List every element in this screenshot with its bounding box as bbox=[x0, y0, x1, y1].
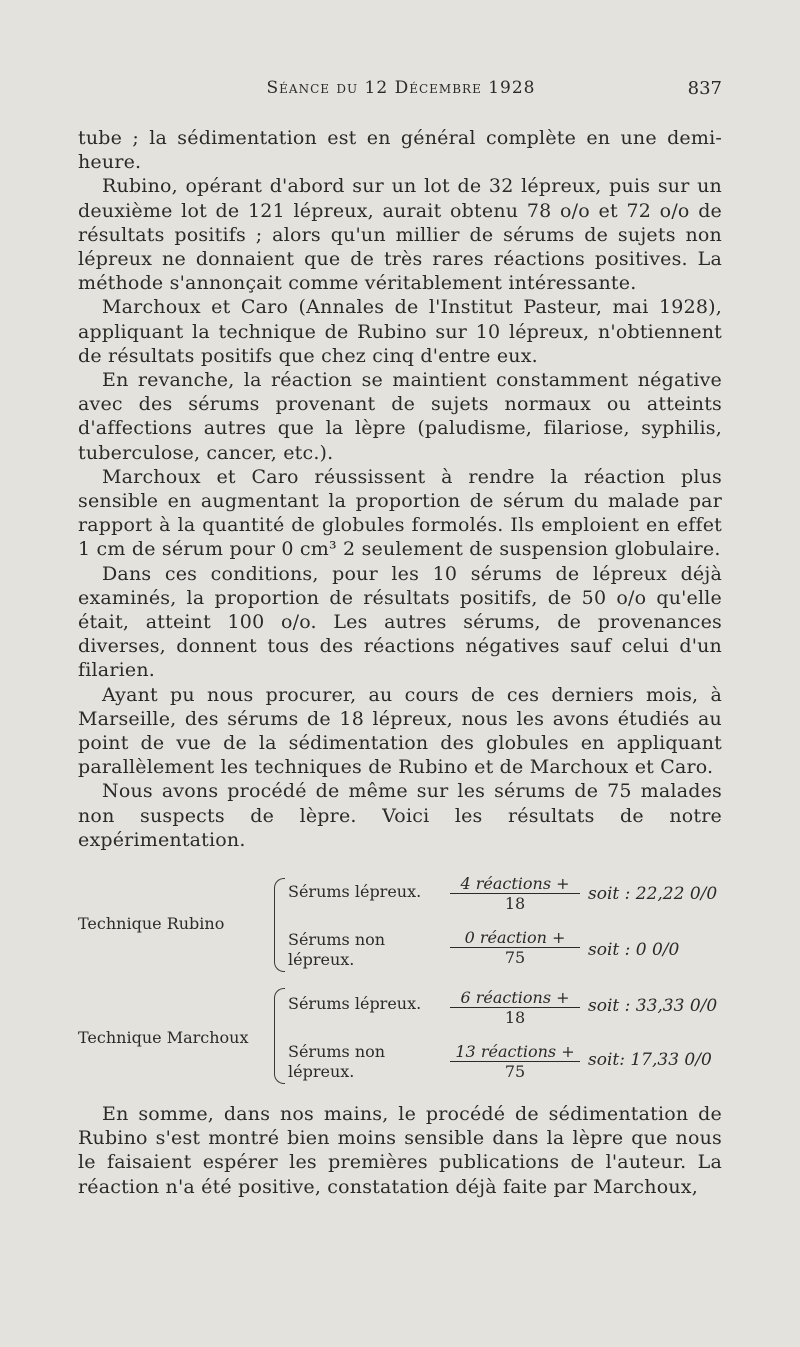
technique-label: Technique Marchoux bbox=[78, 1028, 249, 1047]
technique-label: Technique Rubino bbox=[78, 914, 225, 933]
percentage: soit : 33,33 0/0 bbox=[588, 996, 718, 1016]
header-title: Séance du 12 Décembre 1928 bbox=[266, 78, 536, 98]
row-label: Sérums lépreux. bbox=[288, 882, 422, 901]
percentage: soit: 17,33 0/0 bbox=[588, 1050, 712, 1070]
row-label: Sérums non lépreux. bbox=[288, 930, 386, 969]
numerator: 0 réaction + bbox=[450, 928, 580, 948]
closing-text bbox=[78, 1102, 722, 1199]
numerator: 13 réactions + bbox=[450, 1042, 580, 1062]
paragraph: Marchoux et Caro réussissent à rendre la réaction plus sensible en augmentant la proportion de sérum du malade par rapport à la quantité de globules formolés. Ils emploient en effet 1 cm de sérum pour 0 cm³ 2 seulement de suspension globulaire. bbox=[78, 465, 722, 561]
row-label: Sérums lépreux. bbox=[288, 994, 422, 1013]
running-header bbox=[80, 78, 722, 112]
paragraph: Marchoux et Caro (Annales de l'Institut Pasteur, mai 1928), appliquant la technique de Rubino sur 10 lépreux, n'obtiennent de résultats positifs que chez cinq d'entre eux. bbox=[78, 296, 722, 367]
paragraph: Ayant pu nous procurer, au cours de ces derniers mois, à Marseille, des sérums de 18 lépreux, nous les avons étudiés au point de vue de la sédimentation des globules en appliquant parallèlement les techniques de Rubino et de Marchoux et Caro. bbox=[78, 683, 722, 779]
results-table bbox=[78, 870, 738, 1090]
fraction bbox=[450, 1042, 580, 1081]
numerator: 6 réactions + bbox=[450, 988, 580, 1008]
denominator: 75 bbox=[504, 948, 526, 967]
percentage: soit : 0 0/0 bbox=[588, 940, 680, 960]
fraction bbox=[450, 874, 580, 913]
fraction bbox=[450, 988, 580, 1027]
paragraph: tube ; la sédimentation est en général complète en une demi-heure. bbox=[78, 127, 722, 174]
page-number: 837 bbox=[687, 78, 722, 99]
brace bbox=[274, 988, 285, 1084]
percentage: soit : 22,22 0/0 bbox=[588, 884, 718, 904]
denominator: 18 bbox=[504, 894, 526, 913]
paragraph: Nous avons procédé de même sur les sérums de 75 malades non suspects de lèpre. Voici les résultats de notre expérimentation. bbox=[78, 780, 722, 851]
brace bbox=[274, 878, 285, 972]
paragraph: En somme, dans nos mains, le procédé de sédimentation de Rubino s'est montré bien moins sensible dans la lèpre que nous le faisaient espérer les premières publications de l'auteur. La réaction n'a été positive, constatation déjà faite par Marchoux, bbox=[78, 1103, 722, 1198]
paragraph: Rubino, opérant d'abord sur un lot de 32 lépreux, puis sur un deuxième lot de 121 lépreux, aurait obtenu 78 o/o et 72 o/o de résultats positifs ; alors qu'un millier de sérums de sujets non lépreux ne donnaient que de très rares réactions positives. La méthode s'annonçait comme véritablement intéressante. bbox=[78, 175, 722, 295]
denominator: 18 bbox=[504, 1008, 526, 1027]
numerator: 4 réactions + bbox=[450, 874, 580, 894]
fraction bbox=[450, 928, 580, 967]
row-label: Sérums non lépreux. bbox=[288, 1042, 386, 1081]
body-text bbox=[78, 126, 722, 852]
paragraph: En revanche, la réaction se maintient constamment négative avec des sérums provenant de sujets normaux ou atteints d'affections autres que la lèpre (paludisme, filariose, syphilis, tuberculose, cancer, etc.). bbox=[78, 369, 722, 464]
paragraph: Dans ces conditions, pour les 10 sérums de lépreux déjà examinés, la proportion de résultats positifs, de 50 o/o qu'elle était, atteint 100 o/o. Les autres sérums, de provenances diverses, donnent tous des réactions négatives sauf celui d'un filarien. bbox=[78, 562, 722, 682]
denominator: 75 bbox=[504, 1062, 526, 1081]
